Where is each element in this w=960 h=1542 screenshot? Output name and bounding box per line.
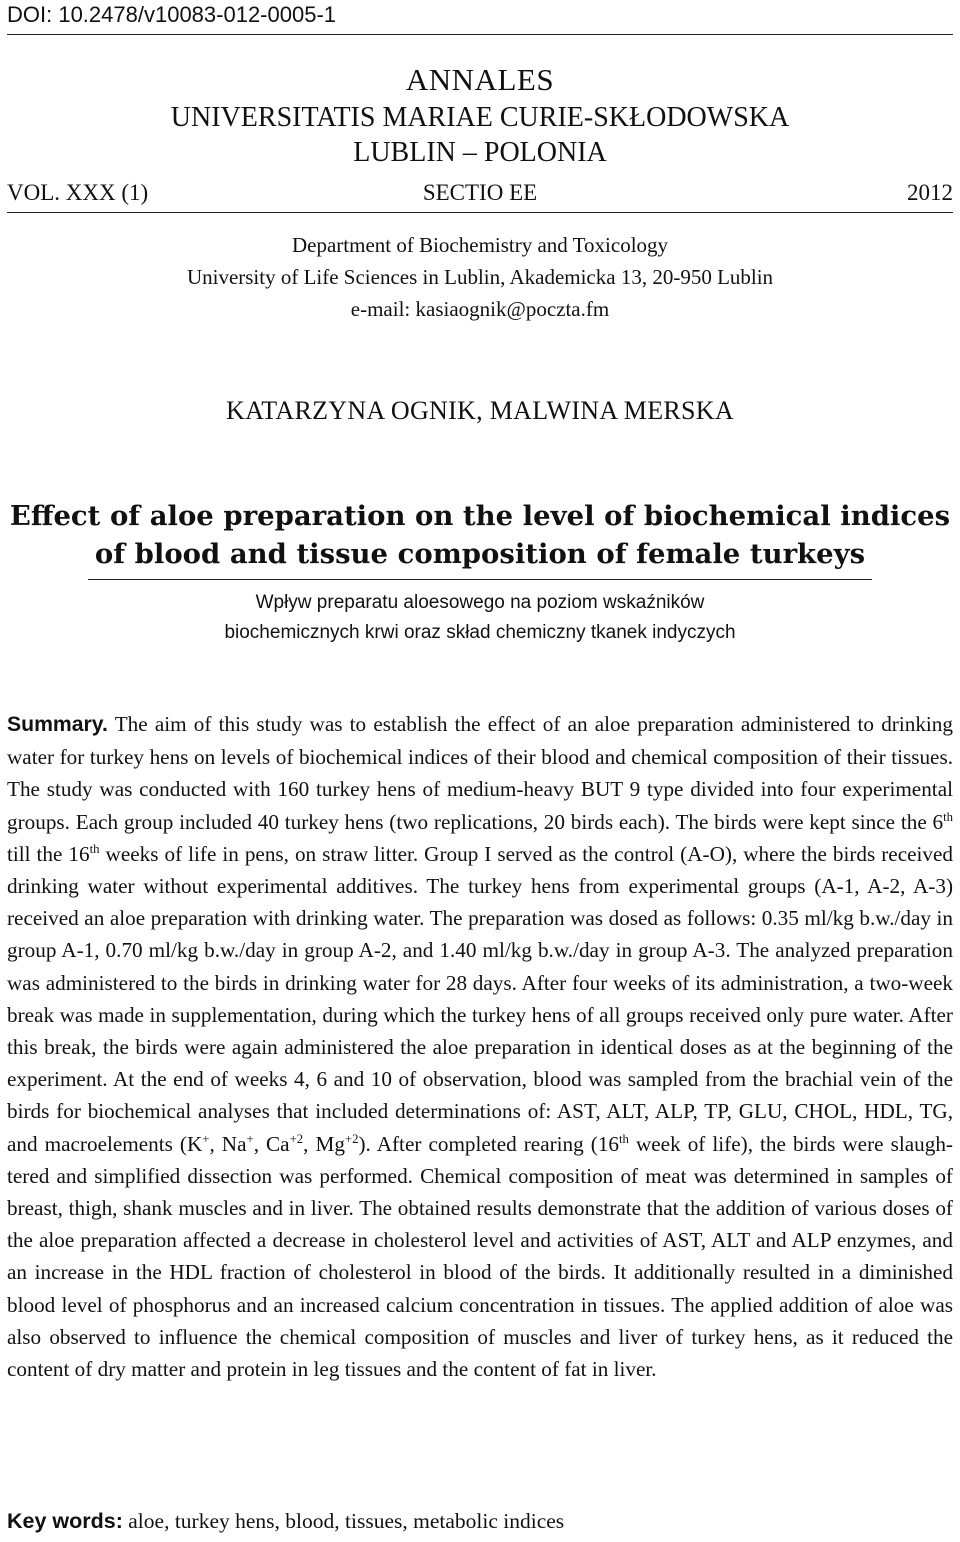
summary-text-6: , Mg [303,1131,345,1156]
title-line2: of blood and tissue composition of female turkeys [94,538,866,570]
journal-name-line1: ANNALES [405,62,555,97]
sup-th-3: th [619,1131,629,1146]
section-label: SECTIO EE [422,180,538,205]
summary-text-5: , Ca [253,1131,290,1156]
polish-title-line2: biochemicznych krwi oraz skład chemiczny tkanek indyczych [224,622,736,643]
keywords-label: Key words: [7,1509,123,1533]
title-rule [88,579,872,580]
authors: KATARZYNA OGNIK, MALWINA MERSKA [226,396,734,425]
summary-text-4: , Na [209,1131,247,1156]
affiliation-department: Department of Biochemistry and Toxicology [291,233,669,257]
sup-ca: +2 [289,1131,304,1146]
sup-th-1: th [943,809,953,824]
summary-text-3: weeks of life in pens, on straw litter. Group I served as the control (A-O), where the birds received drinking water without experimental additives. The turkey hens from experimental groups (A-1, A-2, A-3) received an aloe preparation with drinking water. The preparation was dosed as follows: 0.35 ml/kg b.w./day in group A-1, 0.70 ml/kg b.w./day in group A-2, and 1.40 ml/kg b.w./day in group A-3. The analyzed preparation was administered to the birds in drinking water for 28 days. After four weeks of its administration, a two-week break was made in supplementation, during which the turkey hens of all groups received only pure water. After this break, the birds were again administered the aloe preparation in identical doses as at the beginning of the experiment. At the end of weeks 4, 6 and 10 of observation, blood was sampled from the brachial vein of the birds for biochemical analyses that included determinations of: AST, ALT, ALP, TP, GLU, CHOL, HDL, TG, and macroelements (K [7,841,953,1156]
doi-line: DOI: 10.2478/v10083-012-0005-1 [7,2,337,27]
journal-name-line3: LUBLIN – POLONIA [353,137,607,168]
summary-text-7: ). After completed rearing (16 [358,1131,620,1156]
summary-paragraph [7,708,953,1385]
summary-text-8: week of life), the birds were slaughtered and simplified dissection was performed. Chemical composition of meat was determined in samples of breast, thigh, shank muscles and in liver. The obtained results demonstrate that the addition of various doses of the aloe preparation affected a decrease in cholesterol level and activities of AST, ALT and ALP enzymes, and an increase in the HDL fraction of cholesterol in blood of the birds. It additionally resulted in a diminished blood level of phosphorus and an increased calcium concentration in tissues. The applied addition of aloe was also observed to influence the chemical composition of muscles and liver of turkey hens, as it reduced the content of dry matter and protein in leg tissues and the content of fat in liver. [7,1131,953,1382]
year-label: 2012 [907,180,953,205]
sup-k: + [202,1131,210,1146]
header-rule-top [7,34,953,35]
title-line1: Effect of aloe preparation on the level of biochemical indices [9,500,951,532]
keywords-text: aloe, turkey hens, blood, tissues, metabolic indices [122,1509,565,1533]
sup-mg: +2 [344,1131,359,1146]
keywords-line [7,1509,564,1534]
journal-name-line2: UNIVERSITATIS MARIAE CURIE-SKŁODOWSKA [170,102,790,133]
header-rule-bottom [7,212,953,213]
sup-th-2: th [89,841,100,856]
volume-label: VOL. XXX (1) [7,180,149,205]
summary-text-1: The aim of this study was to establish the effect of an aloe preparation administered to drinking water for turkey hens on levels of biochemical indices of their blood and chemical composition of their tissues. The study was conducted with 160 turkey hens of medium-heavy BUT 9 type divided into four experimental groups. Each group included 40 turkey hens (two replications, 20 birds each). The birds were kept since the 6 [7,712,953,834]
affiliation-university: University of Life Sciences in Lublin, Akademicka 13, 20-950 Lublin [186,265,774,289]
summary-label: Summary. [7,713,108,736]
summary-text-2: till the 16 [7,841,90,866]
affiliation-email: e-mail: kasiaognik@poczta.fm [350,297,610,321]
sup-na: + [246,1131,254,1146]
polish-title-line1: Wpływ preparatu aloesowego na poziom wskaźników [255,592,705,613]
